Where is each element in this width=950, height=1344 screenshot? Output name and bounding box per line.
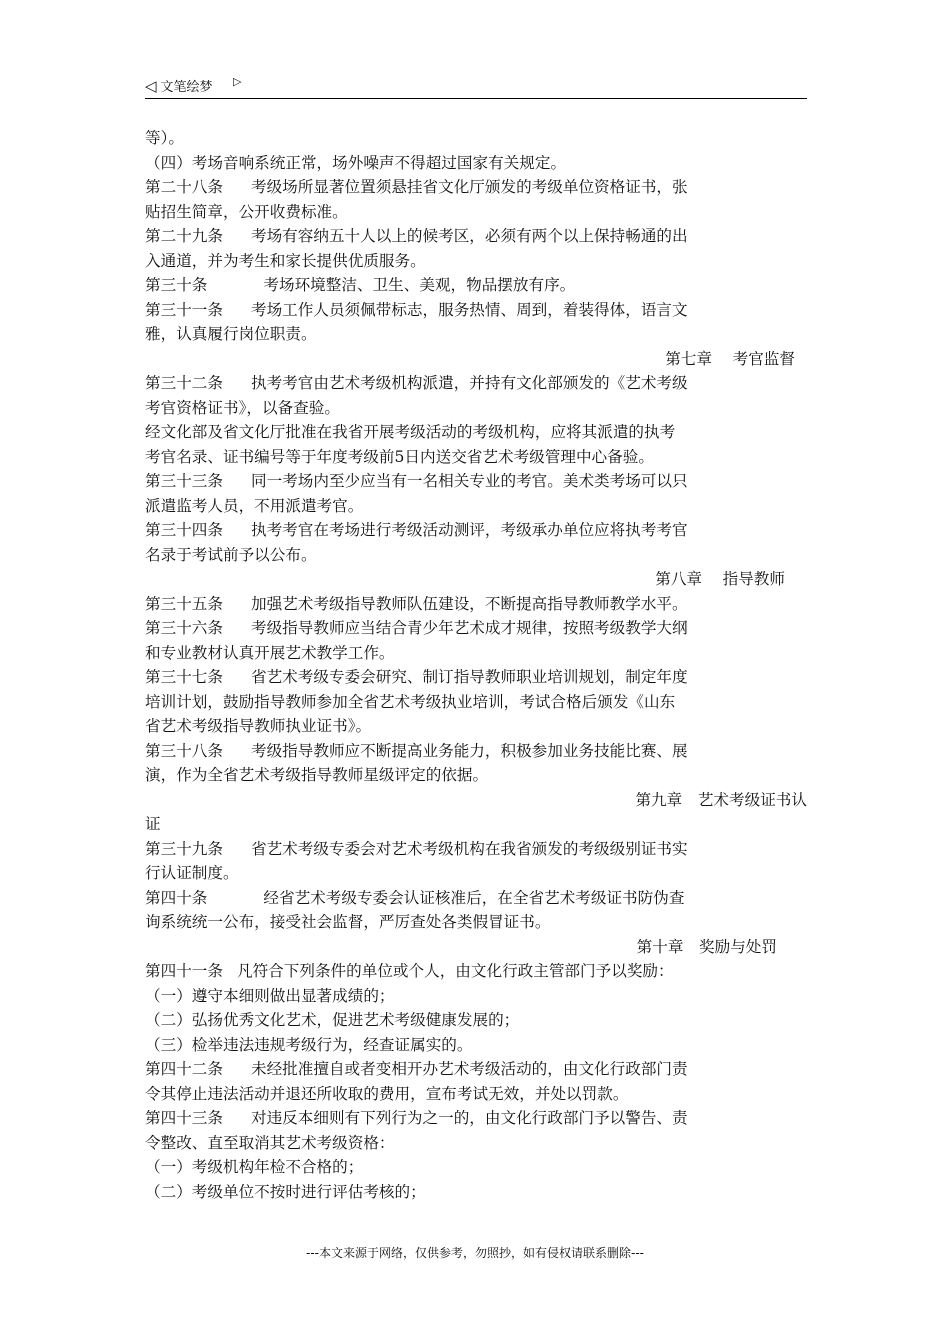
- text-line: 等）。: [145, 129, 184, 147]
- article-text: 加强艺术考级指导教师队伍建设，不断提高指导教师教学水平。: [250, 594, 688, 613]
- article-number: 第四十条: [145, 888, 208, 907]
- footer-disclaimer: ---本文来源于网络，仅供参考，勿照抄，如有侵权请联系删除---: [306, 1246, 644, 1260]
- article-line: [145, 298, 807, 323]
- chapter-heading: 第七章 考官监督: [665, 349, 795, 368]
- text-line: （四）考场音响系统正常，场外噪声不得超过国家有关规定。: [145, 153, 567, 172]
- article-number: 第二十九条: [145, 227, 223, 245]
- article-text: 对违反本细则有下列行为之一的，由文化行政部门予以警告、责: [250, 1109, 688, 1127]
- article-text: 同一考场内至少应当有一名相关专业的考官。美术类考场可以只: [250, 472, 688, 490]
- article-text: 考场环境整洁、卫生、美观，物品摆放有序。: [263, 276, 576, 294]
- text-line: 经文化部及省文化厅批准在我省开展考级活动的考级机构，应将其派遣的执考: [145, 423, 676, 441]
- article-line: [145, 1057, 807, 1082]
- text-line: （二）考级单位不按时进行评估考核的；: [145, 1182, 426, 1201]
- article-number: 第三十四条: [145, 521, 223, 539]
- text-line: （三）检举违法违规考级行为，经查证属实的。: [145, 1035, 473, 1054]
- text-line: 和专业教材认真开展艺术教学工作。: [145, 643, 395, 662]
- text-line: （一）考级机构年检不合格的；: [145, 1158, 364, 1176]
- article-text: 考级指导教师应当结合青少年艺术成才规律，按照考级教学大纲: [250, 619, 688, 637]
- text-line: 考官资格证书》，以备查验。: [145, 398, 340, 417]
- article-text: 省艺术考级专委会研究、制订指导教师职业培训规划，制定年度: [250, 668, 688, 686]
- article-line: [145, 224, 807, 249]
- article-text: 考级场所显著位置须悬挂省文化厅颁发的考级单位资格证书，张: [250, 178, 688, 196]
- text-line: 培训计划，鼓励指导教师参加全省艺术考级执业培训，考试合格后颁发《山东: [145, 692, 676, 711]
- chapter-heading: 第八章 指导教师: [655, 570, 785, 588]
- text-line: 名录于考试前予以公布。: [145, 545, 317, 564]
- article-line: [145, 175, 807, 200]
- article-number: 第三十三条: [145, 472, 223, 490]
- article-text: 凡符合下列条件的单位或个人，由文化行政主管部门予以奖励：: [236, 962, 674, 980]
- article-line: [145, 837, 807, 862]
- article-number: 第三十七条: [145, 668, 223, 686]
- article-number: 第三十条: [145, 276, 208, 294]
- text-line: 演，作为全省艺术考级指导教师星级评定的依据。: [145, 766, 489, 784]
- triangle-left-icon: ◁: [145, 77, 157, 95]
- article-number: 第四十二条: [145, 1060, 223, 1078]
- text-line: 贴招生简章，公开收费标准。: [145, 202, 348, 221]
- article-line: [145, 469, 807, 494]
- text-line: 省艺术考级指导教师执业证书》。: [145, 717, 372, 735]
- document-body: [145, 126, 807, 1204]
- text-line: 考官名录、证书编号等于年度考级前5日内送交省艺术考级管理中心备验。: [145, 447, 654, 466]
- article-text: 执考考官在考场进行考级活动测评，考级承办单位应将执考考官: [250, 521, 688, 539]
- text-line: 行认证制度。: [145, 864, 239, 882]
- article-text: 省艺术考级专委会对艺术考级机构在我省颁发的考级级别证书实: [250, 839, 688, 858]
- text-line: （一）遵守本细则做出显著成绩的；: [145, 986, 395, 1005]
- article-number: 第三十九条: [145, 839, 223, 858]
- text-line: 派遣监考人员，不用派遣考官。: [145, 496, 364, 515]
- article-line: [145, 518, 807, 543]
- article-number: 第四十三条: [145, 1109, 223, 1127]
- chapter-heading: 第九章 艺术考级证书认: [635, 790, 807, 809]
- article-number: 第三十六条: [145, 619, 223, 637]
- article-line: [145, 1106, 807, 1131]
- article-number: 第四十一条: [145, 962, 223, 980]
- article-number: 第三十八条: [145, 741, 223, 760]
- article-number: 第二十八条: [145, 178, 223, 196]
- chapter-heading: 第十章 奖励与处罚: [636, 937, 777, 956]
- text-line: 令整改、直至取消其艺术考级资格：: [145, 1133, 395, 1152]
- text-line: 询系统统一公布，接受社会监督，严厉查处各类假冒证书。: [145, 913, 551, 931]
- article-line: [145, 592, 807, 617]
- article-line: [145, 273, 807, 298]
- text-line: 证: [145, 815, 161, 833]
- header-brand: ◁ 文笔绘梦: [145, 77, 213, 95]
- page-header: [145, 74, 807, 99]
- article-text: 考级指导教师应不断提高业务能力，积极参加业务技能比赛、展: [250, 741, 688, 760]
- article-text: 考场工作人员须佩带标志，服务热情、周到，着装得体，语言文: [250, 300, 688, 319]
- article-text: 考场有容纳五十人以上的候考区，必须有两个以上保持畅通的出: [250, 227, 688, 245]
- text-line: （二）弘扬优秀文化艺术，促进艺术考级健康发展的；: [145, 1011, 520, 1029]
- article-line: [145, 616, 807, 641]
- article-line: [145, 959, 807, 984]
- triangle-right-icon: ▷: [233, 75, 242, 88]
- text-line: 入通道，并为考生和家长提供优质服务。: [145, 251, 426, 270]
- article-number: 第三十一条: [145, 300, 223, 319]
- article-number: 第三十二条: [145, 374, 223, 392]
- article-line: [145, 665, 807, 690]
- article-text: 未经批准擅自或者变相开办艺术考级活动的，由文化行政部门责: [250, 1060, 688, 1078]
- article-line: [145, 886, 807, 911]
- article-line: [145, 739, 807, 764]
- article-text: 经省艺术考级专委会认证核准后，在全省艺术考级证书防伪查: [263, 888, 685, 907]
- text-line: 令其停止违法活动并退还所收取的费用，宣布考试无效，并处以罚款。: [145, 1084, 629, 1103]
- text-line: 雅，认真履行岗位职责。: [145, 325, 317, 343]
- article-number: 第三十五条: [145, 594, 223, 613]
- article-text: 执考考官由艺术考级机构派遣，并持有文化部颁发的《艺术考级: [250, 374, 688, 392]
- article-line: [145, 371, 807, 396]
